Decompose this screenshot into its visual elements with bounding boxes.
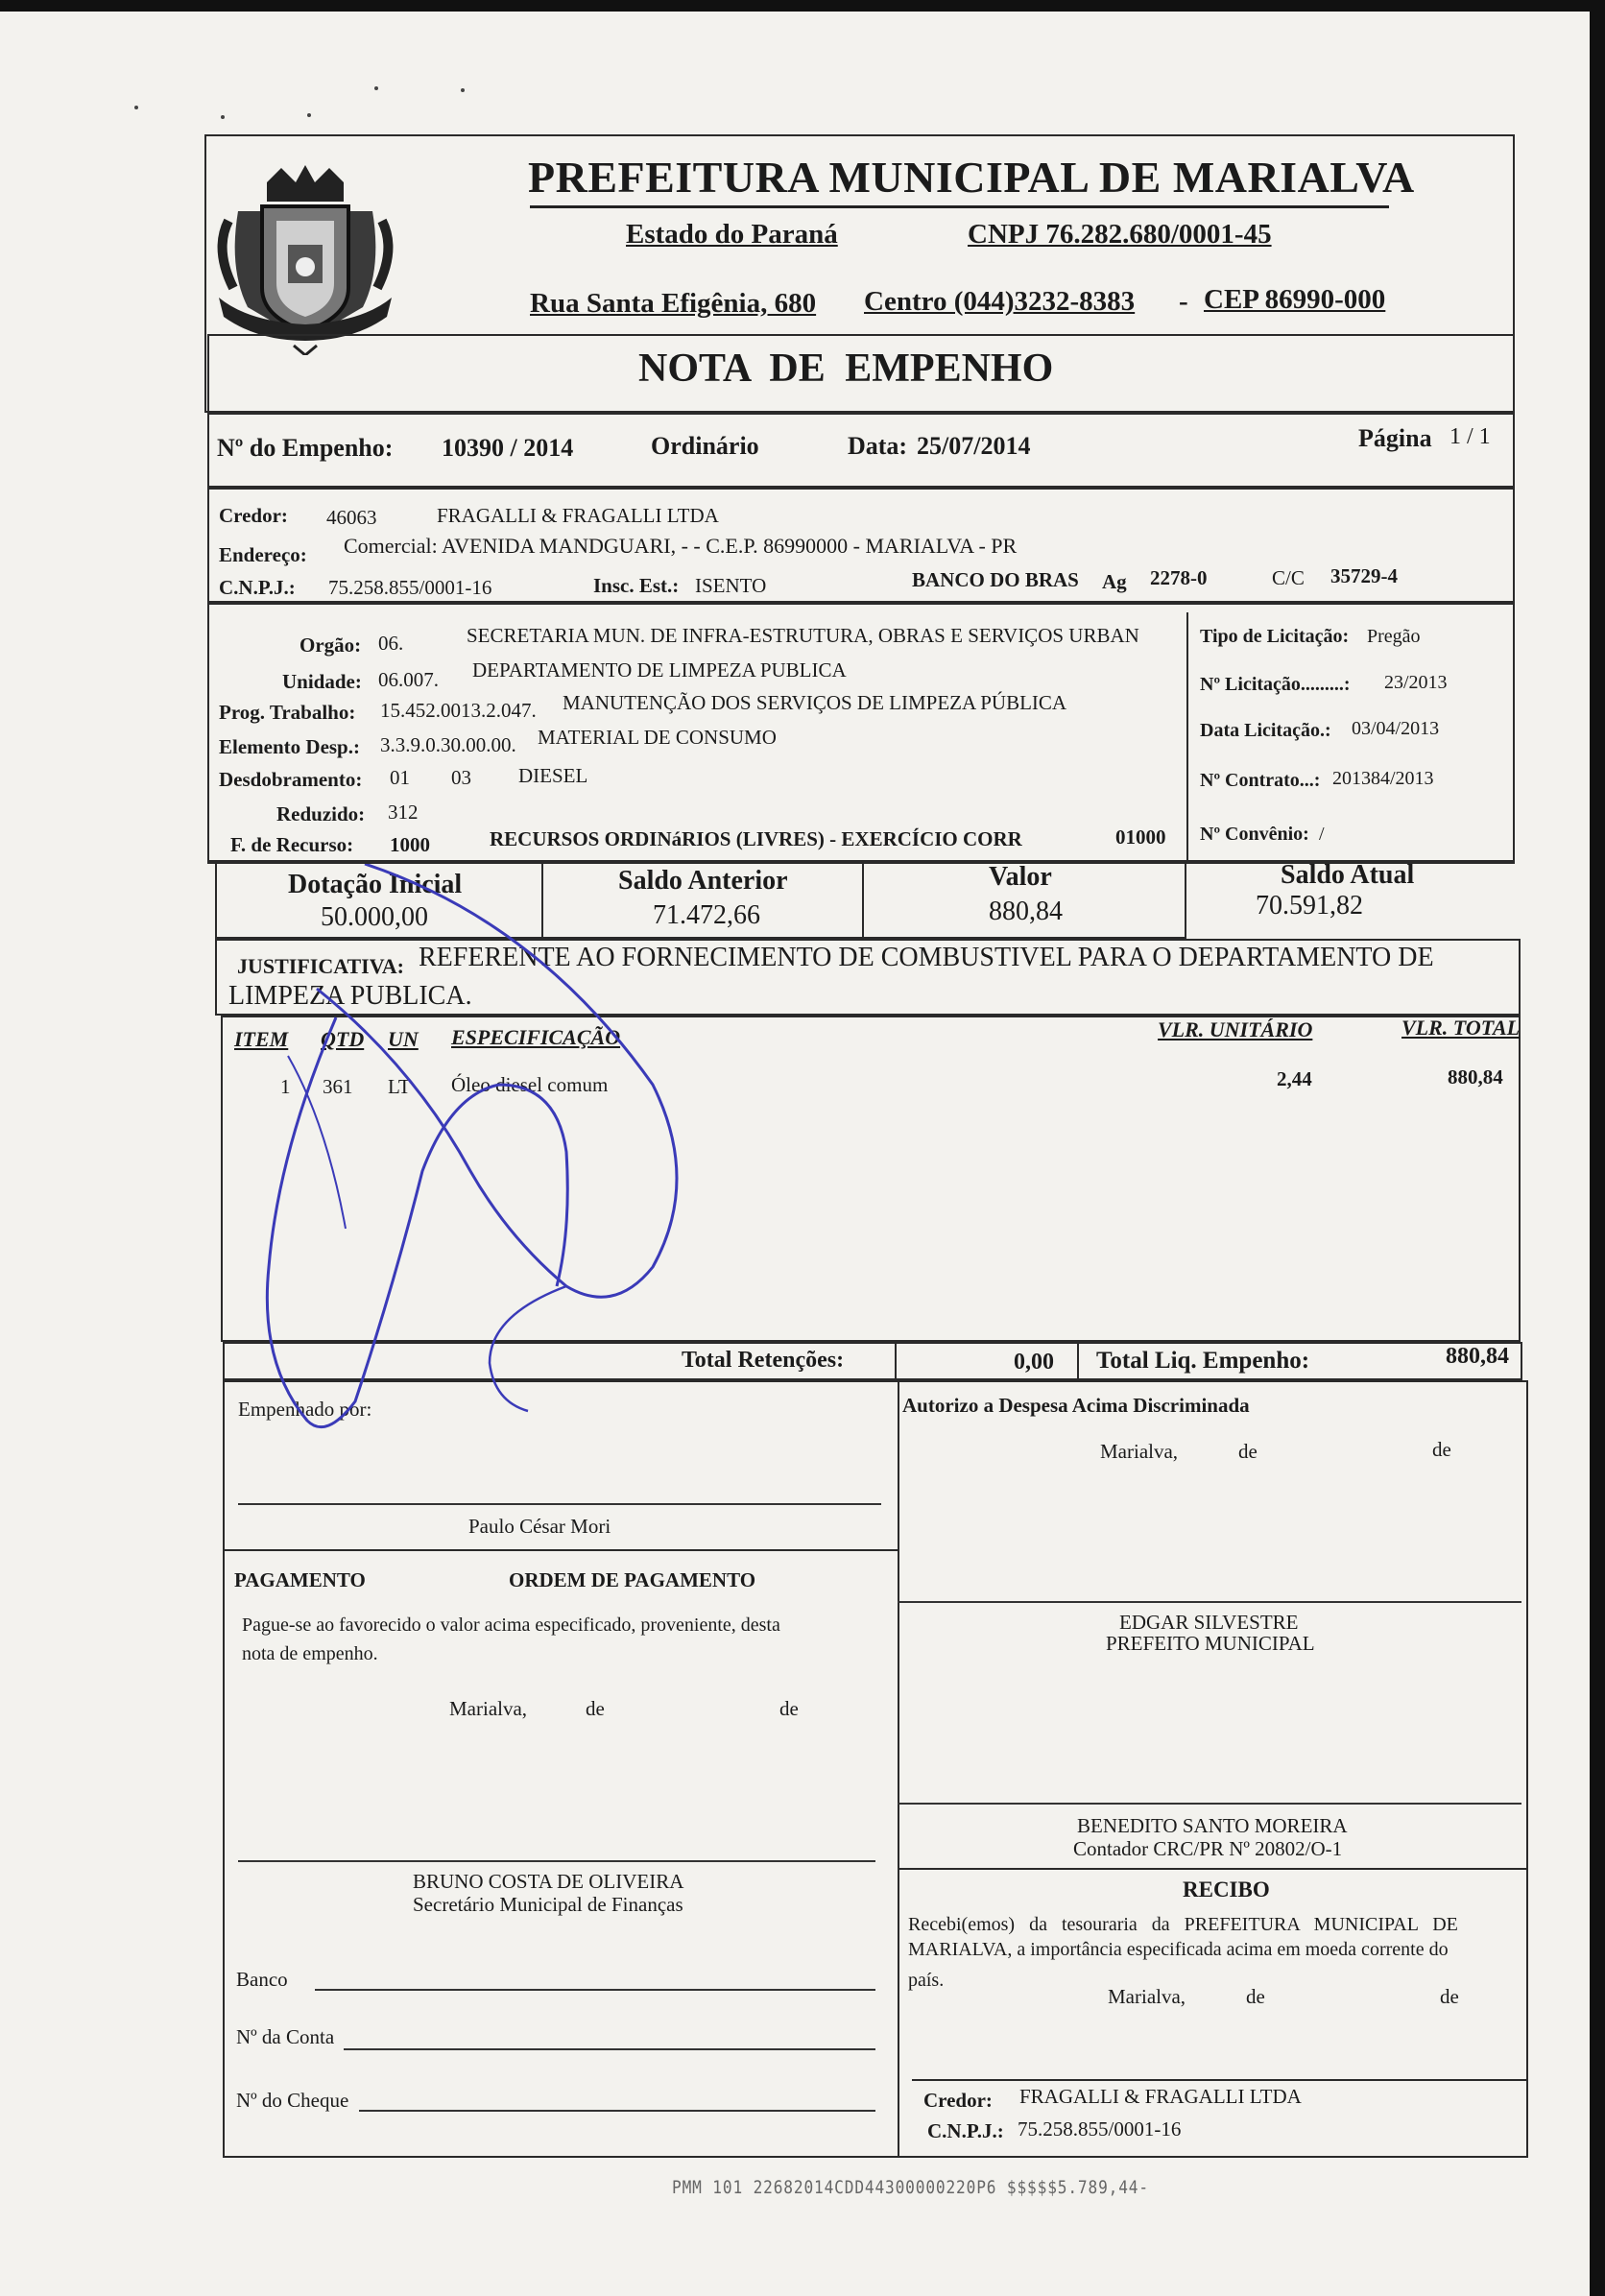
scan-speck (461, 88, 465, 92)
unidade-desc: DEPARTAMENTO DE LIMPEZA PUBLICA (472, 658, 847, 682)
autorizo-city: Marialva, (1100, 1440, 1179, 1463)
prog-desc: MANUTENÇÃO DOS SERVIÇOS DE LIMPEZA PÚBLICA (563, 691, 1067, 714)
saldo-divider-2 (862, 862, 864, 939)
desdobramento-label: Desdobramento: (219, 768, 363, 791)
account-number: 35729-4 (1330, 564, 1398, 587)
empenhado-label: Empenhado por: (238, 1398, 372, 1421)
liq-value: 880,84 (1446, 1344, 1509, 1369)
address-dash: - (1179, 286, 1188, 317)
banco-label: Banco (236, 1968, 288, 1991)
recibo-credor-label: Credor: (923, 2089, 993, 2112)
justificativa-text-2: LIMPEZA PUBLICA. (228, 981, 472, 1011)
elemento-code: 3.3.9.0.30.00.00. (380, 733, 516, 756)
recibo-text-2: MARIALVA, a importância especificada acima em moeda corrente do (908, 1939, 1449, 1960)
recibo-text-3: país. (908, 1970, 945, 1991)
tipo-licitacao-label: Tipo de Licitação: (1200, 626, 1350, 647)
licitacao-number-label: Nº Licitação.........: (1200, 674, 1351, 695)
cheque-label: Nº do Cheque (236, 2089, 349, 2112)
credor-name: FRAGALLI & FRAGALLI LTDA (437, 504, 719, 527)
signature-divider (898, 1380, 899, 2158)
dotacao-value: 50.000,00 (321, 902, 428, 932)
footer-stamp: PMM 101 22682014CDD44300000220P6 $$$$$5.789,44- (672, 2177, 1149, 2198)
liq-label: Total Liq. Empenho: (1096, 1348, 1310, 1374)
empenho-date-label: Data: (848, 432, 908, 460)
pagamento-label: PAGAMENTO (234, 1568, 366, 1591)
recurso-number: 01000 (1115, 825, 1166, 849)
prefeito-signature-line (898, 1601, 1521, 1603)
handwritten-signature (250, 864, 710, 1497)
col-item: ITEM (234, 1027, 289, 1051)
budget-divider (1186, 612, 1188, 862)
saldo-anterior-label: Saldo Anterior (618, 866, 788, 896)
recibo-separator (898, 1868, 1528, 1870)
empenhado-name: Paulo César Mori (468, 1515, 611, 1538)
recibo-title: RECIBO (1183, 1877, 1270, 1901)
scan-speck (307, 113, 311, 117)
account-label: C/C (1272, 566, 1305, 589)
agency-number: 2278-0 (1150, 566, 1208, 589)
desdobramento-a: 01 (390, 766, 410, 789)
row-total: 880,84 (1448, 1065, 1503, 1088)
row-item: 1 (280, 1075, 291, 1098)
retencoes-label: Total Retenções: (682, 1348, 845, 1373)
recibo-de-1: de (1246, 1985, 1265, 2008)
recibo-cnpj: 75.258.855/0001-16 (1018, 2117, 1182, 2141)
row-unit-price: 2,44 (1277, 1067, 1312, 1090)
orgao-code: 06. (378, 632, 404, 655)
licitacao-date-label: Data Licitação.: (1200, 720, 1331, 741)
autorizo-text: Autorizo a Despesa Acima Discriminada (902, 1394, 1250, 1417)
row-un: LT (388, 1075, 411, 1098)
recibo-credor: FRAGALLI & FRAGALLI LTDA (1019, 2085, 1302, 2108)
prefeito-name: EDGAR SILVESTRE (1119, 1611, 1299, 1634)
credor-cnpj: 75.258.855/0001-16 (328, 576, 492, 599)
elemento-desc: MATERIAL DE CONSUMO (538, 726, 777, 749)
col-un: UN (388, 1027, 419, 1051)
recurso-code: 1000 (390, 833, 430, 856)
recibo-de-2: de (1440, 1985, 1459, 2008)
reduzido-label: Reduzido: (276, 802, 366, 825)
prog-label: Prog. Trabalho: (219, 701, 356, 724)
credor-code: 46063 (326, 506, 377, 529)
cheque-line (359, 2110, 875, 2112)
recurso-label: F. de Recurso: (230, 833, 354, 856)
conta-line (344, 2048, 875, 2050)
scan-speck (221, 115, 225, 119)
insc-label: Insc. Est.: (593, 574, 680, 597)
address-label: Endereço: (219, 543, 307, 566)
pague-de-1: de (586, 1697, 605, 1720)
contrato-number: 201384/2013 (1332, 768, 1434, 789)
contador-signature-line (898, 1803, 1521, 1805)
bank-name: BANCO DO BRAS (912, 568, 1079, 591)
convenio-value: / (1319, 824, 1325, 845)
autorizo-de-1: de (1238, 1440, 1258, 1463)
empenho-number-label: Nº do Empenho: (217, 434, 394, 462)
credor-address: Comercial: AVENIDA MANDGUARI, - - C.E.P. 86990000 - MARIALVA - PR (344, 534, 1018, 558)
elemento-label: Elemento Desp.: (219, 735, 360, 758)
col-total: VLR. TOTAL (1401, 1016, 1521, 1040)
unidade-label: Unidade: (282, 670, 362, 693)
empenho-type: Ordinário (651, 432, 759, 460)
convenio-label: Nº Convênio: (1200, 824, 1309, 845)
contador-title: Contador CRC/PR Nº 20802/O-1 (1073, 1837, 1343, 1860)
address-text: Rua Santa Efigênia, 680 (530, 288, 817, 319)
banco-line (315, 1989, 875, 1991)
recurso-desc: RECURSOS ORDINáRIOS (LIVRES) - EXERCÍCIO CORR (490, 827, 1022, 850)
credor-receipt-line (912, 2079, 1526, 2081)
dotacao-label: Dotação Inicial (288, 870, 463, 899)
insc-value: ISENTO (695, 574, 767, 597)
desdobramento-desc: DIESEL (518, 764, 588, 787)
secretario-signature-line (238, 1860, 875, 1862)
cep-text: CEP 86990-000 (1204, 284, 1386, 315)
state-text: Estado do Paraná (626, 219, 838, 250)
page-number: 1 / 1 (1449, 424, 1491, 449)
licitacao-date: 03/04/2013 (1352, 718, 1440, 739)
desdobramento-b: 03 (451, 766, 471, 789)
agency-label: Ag (1102, 570, 1127, 593)
valor-label: Valor (989, 862, 1052, 892)
totals-divider-2 (1077, 1342, 1079, 1380)
prefeitura-title: PREFEITURA MUNICIPAL DE MARIALVA (528, 153, 1415, 202)
scan-speck (134, 106, 138, 109)
saldo-atual-value: 70.591,82 (1256, 891, 1363, 921)
tipo-licitacao: Pregão (1367, 626, 1421, 647)
credor-label: Credor: (219, 504, 288, 527)
empenhado-signature-line (238, 1503, 881, 1505)
document-title: NOTA DE EMPENHO (638, 347, 1054, 391)
row-qtd: 361 (323, 1075, 353, 1098)
title-underline (530, 205, 1389, 208)
cnpj-text: CNPJ 76.282.680/0001-45 (968, 219, 1272, 250)
col-unit-price: VLR. UNITÁRIO (1158, 1017, 1313, 1041)
credor-cnpj-label: C.N.P.J.: (219, 576, 296, 599)
justificativa-label: JUSTIFICATIVA: (237, 954, 405, 978)
recibo-cnpj-label: C.N.P.J.: (927, 2119, 1004, 2142)
orgao-label: Orgão: (299, 634, 362, 657)
page-label: Página (1358, 424, 1432, 452)
contrato-label: Nº Contrato...: (1200, 770, 1321, 791)
autorizo-de-2: de (1432, 1438, 1451, 1461)
pague-text-2: nota de empenho. (242, 1643, 378, 1664)
empenho-date: 25/07/2014 (917, 432, 1031, 460)
saldo-atual-label: Saldo Atual (1281, 860, 1415, 890)
secretario-title: Secretário Municipal de Finanças (413, 1893, 683, 1916)
valor-value: 880,84 (989, 897, 1063, 926)
ordem-pagamento-label: ORDEM DE PAGAMENTO (509, 1568, 756, 1591)
saldo-anterior-value: 71.472,66 (653, 900, 760, 930)
licitacao-number: 23/2013 (1384, 672, 1448, 693)
col-qtd: QTD (321, 1027, 365, 1051)
conta-label: Nº da Conta (236, 2025, 335, 2048)
scan-edge-right (1590, 0, 1605, 2296)
district-phone-text: Centro (044)3232-8383 (864, 286, 1136, 317)
totals-divider-1 (895, 1342, 897, 1380)
coat-of-arms-seal (209, 154, 401, 355)
col-spec: ESPECIFICAÇÃO (451, 1025, 621, 1049)
row-spec: Óleo diesel comum (451, 1073, 609, 1096)
pague-de-2: de (779, 1697, 799, 1720)
secretario-name: BRUNO COSTA DE OLIVEIRA (413, 1870, 684, 1893)
contador-name: BENEDITO SANTO MOREIRA (1077, 1814, 1348, 1837)
pague-city: Marialva, (449, 1697, 528, 1720)
retencoes-value: 0,00 (1014, 1350, 1054, 1375)
justificativa-text-1: REFERENTE AO FORNECIMENTO DE COMBUSTIVEL PARA O DEPARTAMENTO DE (419, 943, 1434, 972)
reduzido-value: 312 (388, 801, 419, 824)
pagamento-separator (223, 1549, 898, 1551)
unidade-code: 06.007. (378, 668, 439, 691)
empenho-number: 10390 / 2014 (442, 434, 574, 462)
recibo-city: Marialva, (1108, 1985, 1186, 2008)
recibo-text-1: Recebi(emos) da tesouraria da PREFEITURA MUNICIPAL DE (908, 1914, 1458, 1935)
pague-text-1: Pague-se ao favorecido o valor acima especificado, proveniente, desta (242, 1614, 780, 1636)
prog-code: 15.452.0013.2.047. (380, 699, 537, 722)
scan-edge-top (0, 0, 1605, 12)
scan-speck (374, 86, 378, 90)
orgao-desc: SECRETARIA MUN. DE INFRA-ESTRUTURA, OBRAS E SERVIÇOS URBAN (467, 624, 1139, 647)
prefeito-title: PREFEITO MUNICIPAL (1106, 1632, 1315, 1655)
